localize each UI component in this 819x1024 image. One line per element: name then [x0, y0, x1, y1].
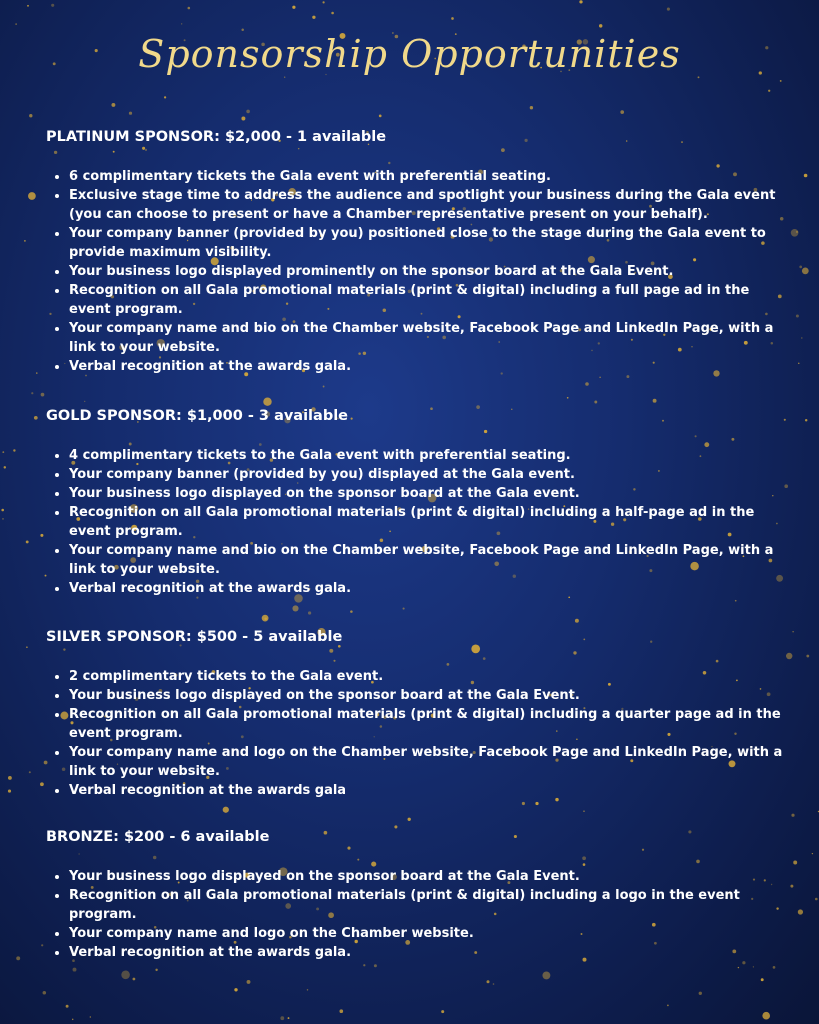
list-item: • Verbal recognition at the awards gala. — [69, 579, 786, 598]
bronze-benefits-list — [46, 867, 786, 962]
list-item: • Verbal recognition at the awards gala. — [69, 357, 786, 376]
list-item: • Verbal recognition at the awards gala. — [69, 943, 786, 962]
list-item: • Your business logo displayed on the sponsor board at the Gala event. — [69, 484, 786, 503]
list-item: • Your company name and bio on the Chamber website, Facebook Page and LinkedIn Page, with a link to your website. — [69, 541, 786, 579]
bronze-heading: BRONZE: $200 - 6 available — [46, 829, 270, 845]
list-item: • Your company name and bio on the Chamber website, Facebook Page and LinkedIn Page, with a link to your website. — [69, 319, 786, 357]
gold-heading: GOLD SPONSOR: $1,000 - 3 available — [46, 408, 349, 424]
gold-section — [46, 407, 786, 598]
list-item: • Your company banner (provided by you) positioned close to the stage during the Gala event to provide maximum visibility. — [69, 224, 786, 262]
list-item: • Recognition on all Gala promotional materials (print & digital) including a half-page ad in the event program. — [69, 503, 786, 541]
list-item: • Your company name and logo on the Chamber website. — [69, 924, 786, 943]
platinum-section — [46, 128, 786, 376]
list-item: • Your company name and logo on the Chamber website, Facebook Page and LinkedIn Page, with a link to your website. — [69, 743, 786, 781]
list-item: • Your business logo displayed on the sponsor board at the Gala Event. — [69, 686, 786, 705]
silver-heading: SILVER SPONSOR: $500 - 5 available — [46, 629, 343, 645]
list-item: • Recognition on all Gala promotional materials (print & digital) including a quarter page ad in the event program. — [69, 705, 786, 743]
list-item: • 6 complimentary tickets the Gala event with preferential seating. — [69, 167, 786, 186]
list-item: • Your company banner (provided by you) displayed at the Gala event. — [69, 465, 786, 484]
silver-benefits-list — [46, 667, 786, 800]
list-item: • Verbal recognition at the awards gala — [69, 781, 786, 800]
list-item: • Recognition on all Gala promotional materials (print & digital) including a full page ad in the event program. — [69, 281, 786, 319]
silver-section — [46, 628, 786, 800]
page-title: Sponsorship Opportunities — [138, 32, 681, 76]
platinum-heading: PLATINUM SPONSOR: $2,000 - 1 available — [46, 129, 387, 145]
list-item: • 2 complimentary tickets to the Gala event. — [69, 667, 786, 686]
list-item: • 4 complimentary tickets to the Gala event with preferential seating. — [69, 446, 786, 465]
list-item: • Your business logo displayed on the sponsor board at the Gala Event. — [69, 867, 786, 886]
bronze-section — [46, 828, 786, 962]
list-item: • Your business logo displayed prominently on the sponsor board at the Gala Event. — [69, 262, 786, 281]
list-item: • Recognition on all Gala promotional materials (print & digital) including a logo in the event program. — [69, 886, 786, 924]
gold-benefits-list — [46, 446, 786, 598]
list-item: • Exclusive stage time to address the audience and spotlight your business during the Gala event (you can choose to present or have a Chamber representative present on your behalf). — [69, 186, 786, 224]
platinum-benefits-list — [46, 167, 786, 376]
